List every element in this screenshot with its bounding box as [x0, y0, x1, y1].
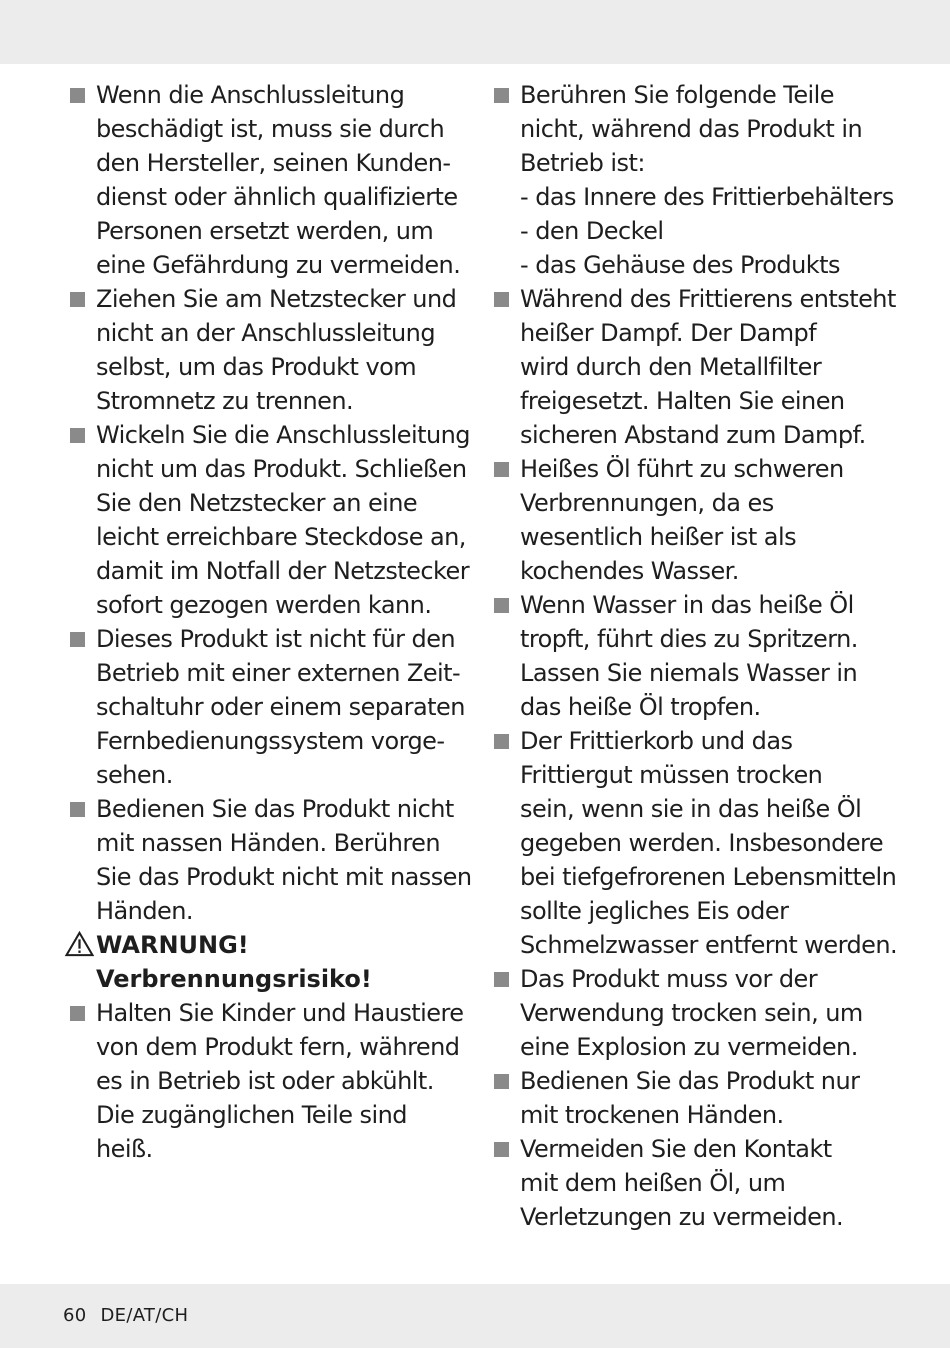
- list-item-line: Der Frittierkorb und das: [520, 727, 793, 755]
- list-item-line: Berühren Sie folgende Teile: [520, 81, 835, 109]
- list-item-line: eine Gefährdung zu vermeiden.: [96, 251, 461, 279]
- list-item-line: Ziehen Sie am Netzstecker und: [96, 285, 457, 313]
- list-item-line: Sie den Netzstecker an eine: [96, 489, 418, 517]
- square-bullet-icon: [70, 292, 85, 307]
- list-item: [68, 996, 468, 1166]
- list-item-line: von dem Produkt fern, während: [96, 1033, 460, 1061]
- list-item-line: wird durch den Metallfilter: [520, 353, 822, 381]
- list-item-line: Bedienen Sie das Produkt nicht: [96, 795, 454, 823]
- square-bullet-icon: [494, 462, 509, 477]
- list-item-line: tropft, führt dies zu Spritzern.: [520, 625, 858, 653]
- list-item-line: damit im Notfall der Netzstecker: [96, 557, 470, 585]
- list-item-line: mit dem heißen Öl, um: [520, 1169, 786, 1197]
- list-item-line: heiß.: [96, 1135, 153, 1163]
- list-item-line: schaltuhr oder einem separaten: [96, 693, 465, 721]
- list-item-line: nicht um das Produkt. Schließen: [96, 455, 467, 483]
- square-bullet-icon: [494, 734, 509, 749]
- list-item: [492, 588, 892, 724]
- list-subitem: - das Innere des Frittierbehälters: [520, 183, 894, 211]
- list-item: [68, 792, 472, 928]
- list-item-line: bei tiefgefrorenen Lebensmitteln: [520, 863, 897, 891]
- list-item-line: sollte jegliches Eis oder: [520, 897, 789, 925]
- list-item-line: das heiße Öl tropfen.: [520, 693, 761, 721]
- list-item-line: freigesetzt. Halten Sie einen: [520, 387, 845, 415]
- square-bullet-icon: [494, 292, 509, 307]
- list-item-line: Schmelzwasser entfernt werden.: [520, 931, 898, 959]
- list-item-line: leicht erreichbare Steckdose an,: [96, 523, 466, 551]
- list-item-line: dienst oder ähnlich qualifizierte: [96, 183, 458, 211]
- list-item-line: Händen.: [96, 897, 193, 925]
- list-item-line: Verbrennungen, da es: [520, 489, 774, 517]
- list-item-line: selbst, um das Produkt vom: [96, 353, 417, 381]
- list-item-line: Halten Sie Kinder und Haustiere: [96, 999, 464, 1027]
- list-item-line: Betrieb mit einer externen Zeit-: [96, 659, 461, 687]
- list-item-line: eine Explosion zu vermeiden.: [520, 1033, 858, 1061]
- left-list-after-warning: [68, 996, 468, 1166]
- list-item-line: Das Produkt muss vor der: [520, 965, 818, 993]
- list-item-line: beschädigt ist, muss sie durch: [96, 115, 445, 143]
- left-column: [68, 78, 472, 1166]
- square-bullet-icon: [70, 428, 85, 443]
- list-item-line: gegeben werden. Insbesondere: [520, 829, 884, 857]
- list-subitem: - den Deckel: [520, 217, 664, 245]
- list-item: [68, 622, 468, 792]
- footer: [63, 1305, 188, 1326]
- list-item-line: Lassen Sie niemals Wasser in: [520, 659, 858, 687]
- list-item-line: Heißes Öl führt zu schweren: [520, 455, 844, 483]
- list-item-line: nicht an der Anschlussleitung: [96, 319, 436, 347]
- list-item-line: sein, wenn sie in das heiße Öl: [520, 795, 862, 823]
- list-item-line: es in Betrieb ist oder abkühlt.: [96, 1067, 434, 1095]
- list-item-line: Sie das Produkt nicht mit nassen: [96, 863, 472, 891]
- right-column: [492, 78, 898, 1234]
- list-item-line: mit nassen Händen. Berühren: [96, 829, 441, 857]
- top-band: [0, 0, 950, 64]
- square-bullet-icon: [494, 972, 509, 987]
- list-item-line: Wenn die Anschlussleitung: [96, 81, 405, 109]
- square-bullet-icon: [494, 1142, 509, 1157]
- list-item: [492, 1132, 892, 1234]
- warning-heading: [68, 928, 468, 996]
- list-item-line: den Hersteller, seinen Kunden-: [96, 149, 451, 177]
- page-number: 60: [63, 1305, 87, 1326]
- left-list-before-warning: [68, 78, 472, 928]
- list-item: [492, 78, 892, 180]
- square-bullet-icon: [494, 598, 509, 613]
- list-item-line: sofort gezogen werden kann.: [96, 591, 432, 619]
- list-item-line: sehen.: [96, 761, 173, 789]
- list-item: [492, 962, 892, 1064]
- list-item: [492, 282, 896, 452]
- list-item-line: sicheren Abstand zum Dampf.: [520, 421, 866, 449]
- list-item-line: Fernbedienungssystem vorge-: [96, 727, 445, 755]
- list-item-line: Dieses Produkt ist nicht für den: [96, 625, 456, 653]
- warning-title: WARNUNG!: [96, 931, 249, 959]
- list-item: [492, 452, 892, 588]
- list-item-line: kochendes Wasser.: [520, 557, 739, 585]
- list-item-line: Während des Frittierens entsteht: [520, 285, 896, 313]
- list-item: [68, 282, 468, 418]
- square-bullet-icon: [494, 1074, 509, 1089]
- list-item-line: Frittiergut müssen trocken: [520, 761, 823, 789]
- square-bullet-icon: [70, 632, 85, 647]
- list-item-line: Wickeln Sie die Anschlussleitung: [96, 421, 470, 449]
- locale-label: DE/AT/CH: [100, 1305, 189, 1326]
- list-item-line: wesentlich heißer ist als: [520, 523, 797, 551]
- list-item-line: Stromnetz zu trennen.: [96, 387, 354, 415]
- list-item-line: Betrieb ist:: [520, 149, 645, 177]
- list-item-line: mit trockenen Händen.: [520, 1101, 784, 1129]
- square-bullet-icon: [70, 802, 85, 817]
- list-item-line: Vermeiden Sie den Kontakt: [520, 1135, 832, 1163]
- square-bullet-icon: [70, 1006, 85, 1021]
- list-item: [68, 418, 468, 622]
- list-item-line: nicht, während das Produkt in: [520, 115, 863, 143]
- list-item: [68, 78, 468, 282]
- warning-subtitle: Verbrennungsrisiko!: [96, 965, 372, 993]
- square-bullet-icon: [494, 88, 509, 103]
- warning-triangle-icon: [64, 931, 95, 957]
- list-item-line: Die zugänglichen Teile sind: [96, 1101, 407, 1129]
- list-item-line: Wenn Wasser in das heiße Öl: [520, 591, 854, 619]
- list-item-line: heißer Dampf. Der Dampf: [520, 319, 817, 347]
- list-item-line: Verletzungen zu vermeiden.: [520, 1203, 844, 1231]
- list-item: [492, 724, 898, 962]
- list-item-line: Bedienen Sie das Produkt nur: [520, 1067, 860, 1095]
- right-list: [492, 78, 898, 1234]
- square-bullet-icon: [70, 88, 85, 103]
- list-item-line: Verwendung trocken sein, um: [520, 999, 863, 1027]
- list-item: [492, 1064, 892, 1132]
- list-item-line: Personen ersetzt werden, um: [96, 217, 434, 245]
- list-subitem: - das Gehäuse des Produkts: [520, 251, 840, 279]
